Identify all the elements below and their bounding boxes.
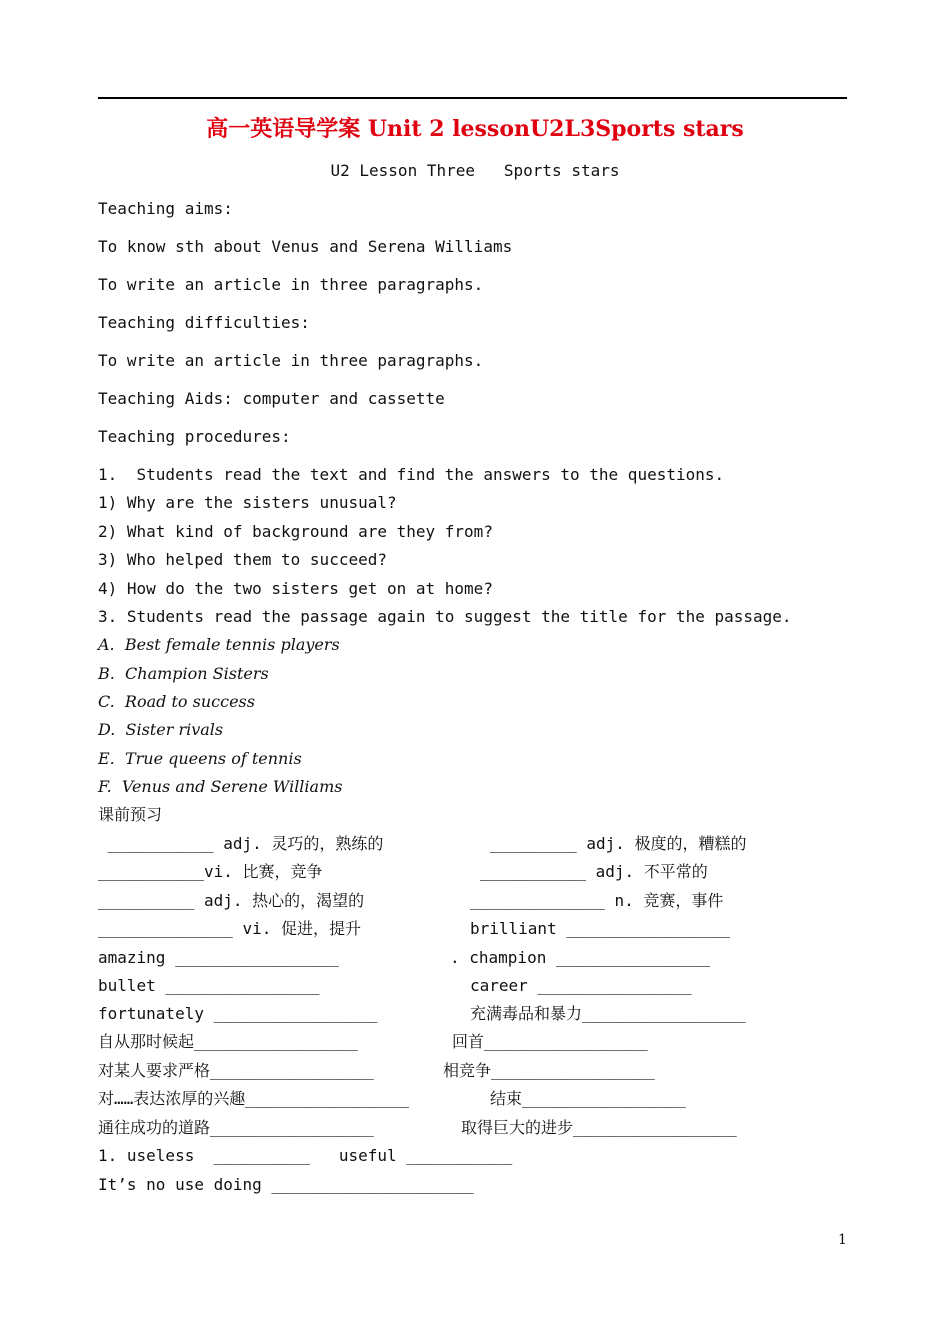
vocab-right: 相竞争_________________ — [443, 1061, 655, 1080]
question-line: 1) Why are the sisters unusual? — [98, 493, 397, 512]
title-option: D. Sister rivals — [98, 720, 224, 739]
vocab-left: __________ adj. 热心的，渴望的 — [98, 891, 365, 910]
preview-heading: 课前预习 — [98, 805, 163, 824]
vocab-right: 充满毒品和暴力_________________ — [470, 1004, 746, 1023]
exercise-line: 1. useless __________ useful ___________ — [98, 1146, 513, 1165]
vocab-right: career ________________ — [470, 976, 692, 995]
title-option: A. Best female tennis players — [98, 635, 340, 654]
vocab-right: brilliant _________________ — [470, 919, 731, 938]
vocab-left: ___________vi. 比赛，竞争 — [98, 862, 323, 881]
page-number: 1 — [838, 1232, 847, 1248]
page-title: 高一英语导学案 Unit 2 lessonU2L3Sports stars — [206, 116, 744, 142]
title-option: B. Champion Sisters — [98, 664, 269, 683]
question-line: 1. Students read the text and find the answers to the questions. — [98, 465, 725, 484]
intro-line: To know sth about Venus and Serena Williams — [98, 237, 513, 256]
vocab-left: amazing _________________ — [98, 948, 339, 967]
intro-line: To write an article in three paragraphs. — [98, 351, 484, 370]
question-line: 3) Who helped them to succeed? — [98, 550, 387, 569]
vocab-right: ______________ n. 竞赛，事件 — [470, 891, 724, 910]
intro-line: Teaching difficulties: — [98, 313, 310, 332]
vocab-left: ______________ vi. 促进，提升 — [98, 919, 362, 938]
vocab-right: ___________ adj. 不平常的 — [480, 862, 708, 881]
vocab-right: _________ adj. 极度的，糟糕的 — [490, 834, 747, 853]
vocab-left: 对某人要求严格_________________ — [98, 1061, 374, 1080]
vocab-left: fortunately _________________ — [98, 1004, 378, 1023]
vocab-left: bullet ________________ — [98, 976, 320, 995]
question-line: 4) How do the two sisters get on at home? — [98, 579, 493, 598]
page-subtitle: U2 Lesson Three Sports stars — [330, 161, 620, 180]
exercise-line: It’s no use doing _____________________ — [98, 1175, 474, 1194]
header-rule — [98, 97, 847, 99]
vocab-right: 回首_________________ — [452, 1032, 648, 1051]
intro-line: Teaching Aids: computer and cassette — [98, 389, 445, 408]
vocab-right: 结束_________________ — [490, 1089, 686, 1108]
intro-line: Teaching aims: — [98, 199, 233, 218]
question-line: 2) What kind of background are they from? — [98, 522, 493, 541]
title-option: C. Road to success — [98, 692, 255, 711]
vocab-right: 取得巨大的进步_________________ — [461, 1118, 737, 1137]
intro-line: Teaching procedures: — [98, 427, 291, 446]
title-option: E. True queens of tennis — [98, 749, 302, 768]
vocab-right: . champion ________________ — [450, 948, 711, 967]
question-line: 3. Students read the passage again to suggest the title for the passage. — [98, 607, 792, 626]
vocab-left: 通往成功的道路_________________ — [98, 1118, 374, 1137]
title-option: F. Venus and Serene Williams — [98, 777, 343, 796]
vocab-left: 对……表达浓厚的兴趣_________________ — [98, 1089, 410, 1108]
vocab-left: 自从那时候起_________________ — [98, 1032, 358, 1051]
vocab-left: ___________ adj. 灵巧的，熟练的 — [98, 834, 384, 853]
intro-line: To write an article in three paragraphs. — [98, 275, 484, 294]
